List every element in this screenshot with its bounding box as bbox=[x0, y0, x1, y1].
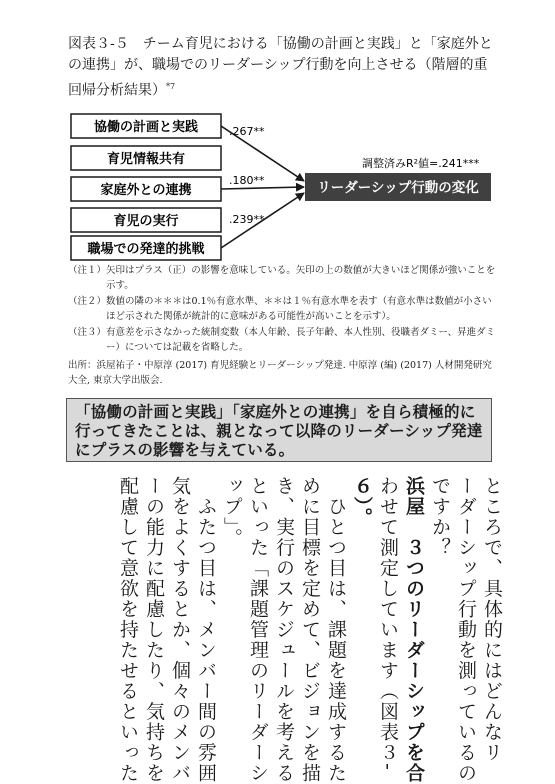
body-text-column: わせて測定しています（図表３- bbox=[377, 476, 399, 772]
body-text-column: めに目標を定めて、ビジョンを描 bbox=[299, 476, 321, 784]
note-label: （注１） bbox=[68, 265, 107, 276]
note-text: 矢印はプラス（正）の影響を意味している。矢印の上の数値が大きいほど関係が強いことを示す。 bbox=[106, 265, 496, 291]
body-text-column: ひとつ目は、課題を達成するた bbox=[325, 476, 347, 784]
highlight-box: 「協働の計画と実践」「家庭外との連携」を自ら積極的に行ってきたことは、親となって以降のリーダーシップ発達にプラスの影響を与えている。 bbox=[66, 398, 492, 462]
body-text-column: ップ」。 bbox=[221, 476, 243, 549]
note-label: （注２） bbox=[68, 296, 107, 307]
body-text-column: といった「課題管理のリーダーシ bbox=[247, 476, 269, 784]
body-text-column: ですか？ bbox=[429, 476, 451, 558]
note-text: 有意差を示さなかった統制変数（本人年齢、長子年齢、本人性別、役職者ダミー、昇進ダミー）については記載を省略した。 bbox=[106, 327, 496, 353]
caption-label: 図表３-５ bbox=[68, 36, 129, 52]
outcome-label: リーダーシップ行動の変化 bbox=[317, 180, 479, 196]
body-text-column: ６）。 bbox=[351, 476, 373, 528]
predictor-label: 育児の実行 bbox=[113, 214, 179, 229]
figure-notes bbox=[68, 263, 498, 356]
body-text-column: 配慮して意欲を持たせるといった bbox=[117, 476, 139, 784]
note-text: 数値の隣の＊＊＊は0.1％有意水準、＊＊は１％有意水準を表す（有意水準は数値が小さいほど示された関係が統計的に意味がある可能性が高いことを示す）。 bbox=[106, 296, 492, 322]
coefficient-label: .239** bbox=[229, 213, 265, 226]
note-label: （注３） bbox=[68, 327, 107, 338]
body-text-column: 気をよくするとか、個々のメンバ bbox=[169, 476, 191, 784]
predictor-label: 育児情報共有 bbox=[106, 152, 186, 167]
body-text-column: ーダーシップ行動を測っているの bbox=[455, 476, 477, 784]
source-citation: 出所：浜屋祐子・中原淳 (2017) 育児経験とリーダーシップ発達. 中原淳 (編) (2017) 人材開発研究大全, 東京大学出版会. bbox=[68, 360, 492, 386]
body-text-column: き、実行のスケジュールを考える bbox=[273, 476, 295, 784]
caption-text: チーム育児における「協働の計画と実践」と「家庭外との連携」が、職場でのリーダーシップ行動を向上させる（階層的重回帰分析結果） bbox=[68, 36, 493, 99]
note-item bbox=[68, 325, 498, 355]
coefficient-label: .180** bbox=[229, 174, 265, 187]
r-squared-label: 調整済みR²値=.241*** bbox=[362, 157, 480, 170]
predictor-label: 家庭外との連携 bbox=[100, 183, 192, 198]
note-item bbox=[68, 294, 498, 324]
path-diagram bbox=[0, 0, 555, 262]
coefficient-label: .267** bbox=[229, 125, 265, 138]
caption-superscript: *7 bbox=[166, 82, 176, 91]
body-text-column: ふたつ目は、メンバー間の雰囲 bbox=[195, 476, 217, 784]
predictor-label: 協働の計画と実践 bbox=[93, 120, 199, 135]
body-text-column: ところで、具体的にはどんなリ bbox=[481, 476, 503, 763]
body-text-column: 浜屋 ３つのリーダーシップを合 bbox=[403, 476, 425, 784]
body-text-column: ーの能力に配慮したり、気持ちを bbox=[143, 476, 165, 784]
predictor-label: 職場での発達的挑戦 bbox=[87, 242, 205, 257]
path-arrow bbox=[221, 187, 304, 189]
note-item bbox=[68, 263, 498, 293]
